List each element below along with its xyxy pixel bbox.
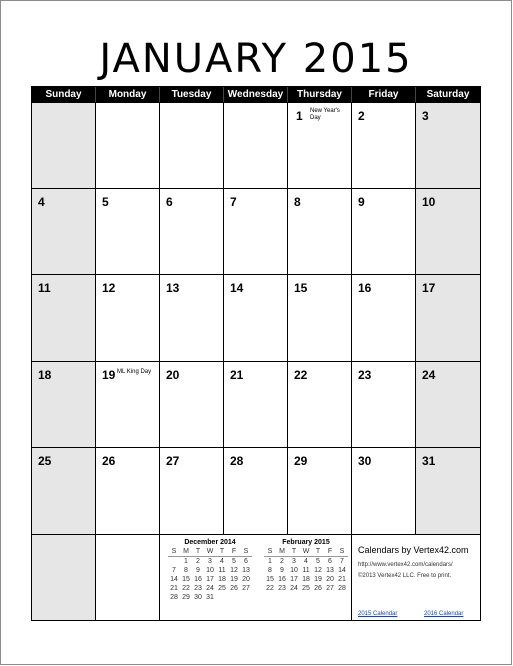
day-cell[interactable]: [288, 448, 352, 534]
mini-day: 5: [232, 558, 236, 565]
mini-day: 1: [184, 558, 188, 565]
mini-day: 24: [206, 585, 214, 592]
mini-day: 11: [218, 567, 226, 574]
day-cell[interactable]: [32, 275, 96, 361]
day-number: 8: [294, 195, 301, 209]
mini-day: 4: [220, 558, 224, 565]
weekday-monday: Monday: [96, 87, 160, 102]
mini-day: 4: [304, 558, 308, 565]
mini-head-cell: T: [195, 548, 201, 555]
footer-blank-cell: [32, 535, 96, 620]
mini-head-cell: T: [315, 548, 321, 555]
day-cell[interactable]: [96, 103, 160, 188]
mini-day: [240, 593, 252, 602]
weekday-saturday: Saturday: [426, 89, 470, 100]
day-number: 27: [166, 454, 180, 468]
day-cell[interactable]: [352, 275, 416, 361]
day-cell[interactable]: [416, 362, 480, 447]
day-cell[interactable]: [224, 275, 288, 361]
day-number: 10: [422, 195, 436, 209]
day-number: 28: [230, 454, 244, 468]
day-cell[interactable]: [160, 448, 224, 534]
mini-calendar-head: [264, 547, 348, 557]
mini-day: 14: [170, 576, 178, 583]
mini-calendar-february: [264, 539, 348, 593]
day-cell[interactable]: [288, 362, 352, 447]
mini-day: 11: [302, 567, 310, 574]
mini-day: 31: [206, 594, 214, 601]
mini-day: 14: [338, 567, 346, 574]
mini-calendars-cell: [160, 535, 352, 620]
mini-calendar-head: [168, 547, 252, 557]
mini-day: 30: [194, 594, 202, 601]
mini-day: 29: [182, 594, 190, 601]
mini-head-cell: M: [279, 548, 285, 555]
mini-day: 24: [290, 585, 298, 592]
day-cell[interactable]: [352, 448, 416, 534]
mini-day: 13: [242, 567, 250, 574]
day-number: 7: [230, 195, 237, 209]
mini-day: 8: [268, 567, 272, 574]
mini-day: 1: [268, 558, 272, 565]
mini-day: [228, 593, 240, 602]
day-cell[interactable]: [160, 103, 224, 188]
day-number: 19: [102, 368, 116, 382]
mini-day: 25: [218, 585, 226, 592]
day-number: 1: [296, 109, 303, 123]
mini-day: 3: [292, 558, 296, 565]
holiday-label: New Year's Day: [310, 108, 340, 121]
day-cell[interactable]: [416, 103, 480, 188]
day-number: 3: [422, 109, 429, 123]
day-cell[interactable]: [416, 189, 480, 274]
mini-head-cell: S: [171, 548, 177, 555]
url-text: http://www.vertex42.com/calendars/: [358, 562, 453, 568]
week-row-1: [32, 102, 480, 188]
day-cell[interactable]: [352, 189, 416, 274]
weekday-wednesday: Wednesday: [224, 87, 288, 102]
week-row-3: [32, 274, 480, 361]
holiday-label: ML King Day: [117, 369, 152, 375]
day-number: 13: [166, 281, 180, 295]
mini-head-cell: T: [291, 548, 297, 555]
mini-day: 17: [206, 576, 214, 583]
footer-row: [32, 534, 480, 620]
credits-cell: [352, 535, 480, 620]
weekday-tuesday: Tuesday: [160, 87, 224, 102]
mini-day: 23: [194, 585, 202, 592]
mini-day: 7: [172, 567, 176, 574]
calendar-grid: [31, 86, 481, 621]
mini-head-cell: S: [243, 548, 249, 555]
week-row-5: [32, 447, 480, 534]
day-number: 18: [38, 368, 52, 382]
link-2015-calendar[interactable]: 2015 Calendar: [358, 611, 398, 617]
mini-day: 3: [208, 558, 212, 565]
mini-day: 18: [218, 576, 226, 583]
day-number: 11: [38, 281, 51, 295]
mini-day: 21: [338, 576, 346, 583]
mini-day: 27: [242, 585, 250, 592]
day-number: 4: [38, 195, 45, 209]
mini-day: 16: [278, 576, 286, 583]
day-number: 12: [102, 281, 116, 295]
mini-calendar-december: [168, 539, 252, 602]
day-number: 9: [358, 195, 365, 209]
weekday-friday: Friday: [352, 87, 416, 102]
day-cell[interactable]: [224, 362, 288, 447]
mini-day: 18: [302, 576, 310, 583]
mini-calendar-title: February 2015: [282, 539, 330, 546]
mini-calendar-row: [168, 557, 252, 566]
mini-day: 5: [316, 558, 320, 565]
day-number: 2: [358, 109, 365, 123]
day-cell[interactable]: [416, 275, 480, 361]
day-cell[interactable]: [288, 103, 352, 188]
calendar-title: JANUARY 2015: [99, 36, 413, 82]
mini-day: 15: [182, 576, 190, 583]
mini-day: 17: [290, 576, 298, 583]
day-number: 20: [166, 368, 180, 382]
day-number: 14: [230, 281, 244, 295]
day-number: 17: [422, 281, 436, 295]
brand-text: Calendars by Vertex42.com: [358, 545, 469, 555]
day-number: 6: [166, 195, 173, 209]
day-cell[interactable]: [352, 103, 416, 188]
day-cell[interactable]: [32, 448, 96, 534]
mini-day: 26: [314, 585, 322, 592]
mini-head-cell: M: [183, 548, 189, 555]
day-cell[interactable]: [96, 362, 160, 447]
mini-day: 19: [314, 576, 322, 583]
day-cell[interactable]: [96, 448, 160, 534]
mini-head-cell: F: [327, 548, 333, 555]
mini-day: 23: [278, 585, 286, 592]
day-number: 29: [294, 454, 308, 468]
mini-day: 22: [182, 585, 190, 592]
mini-head-cell: S: [267, 548, 273, 555]
day-cell[interactable]: [160, 275, 224, 361]
mini-day: 8: [184, 567, 188, 574]
mini-head-cell: S: [339, 548, 345, 555]
day-number: 24: [422, 368, 436, 382]
day-cell[interactable]: [288, 189, 352, 274]
weekday-sunday: Sunday: [32, 87, 96, 102]
week-row-4: [32, 361, 480, 447]
day-cell[interactable]: [224, 103, 288, 188]
mini-day: 28: [338, 585, 346, 592]
mini-calendar-row: [168, 575, 252, 584]
mini-day: 28: [170, 594, 178, 601]
copyright-text: ©2013 Vertex42 LLC. Free to print.: [358, 573, 452, 579]
day-cell[interactable]: [32, 103, 96, 188]
day-number: 25: [38, 454, 52, 468]
mini-day: 2: [280, 558, 284, 565]
day-number: 22: [294, 368, 308, 382]
day-number: 26: [102, 454, 116, 468]
weekday-header: [32, 87, 480, 102]
mini-day: 16: [194, 576, 202, 583]
link-2016-calendar[interactable]: 2016 Calendar: [424, 611, 464, 617]
mini-calendar-row: [168, 566, 252, 575]
mini-day: 9: [280, 567, 284, 574]
mini-day: 2: [196, 558, 200, 565]
mini-day: 10: [290, 567, 298, 574]
footer-blank-cell: [96, 535, 160, 620]
mini-day: 26: [230, 585, 238, 592]
mini-day: 20: [326, 576, 334, 583]
day-number: 16: [358, 281, 372, 295]
mini-day: 25: [302, 585, 310, 592]
day-number: 15: [294, 281, 308, 295]
day-cell[interactable]: [96, 189, 160, 274]
mini-head-cell: W: [302, 548, 310, 555]
day-cell[interactable]: [224, 448, 288, 534]
mini-calendar-row: [168, 593, 252, 602]
mini-calendar-row: [264, 557, 348, 566]
mini-day: 27: [326, 585, 334, 592]
day-cell[interactable]: [96, 275, 160, 361]
day-cell[interactable]: [416, 448, 480, 534]
mini-calendar-row: [264, 575, 348, 584]
day-cell[interactable]: [32, 362, 96, 447]
mini-head-cell: W: [206, 548, 214, 555]
weekday-thursday: Thursday: [288, 87, 352, 102]
mini-day: 15: [266, 576, 274, 583]
mini-calendar-row: [168, 584, 252, 593]
mini-day: 12: [314, 567, 322, 574]
mini-day: 12: [230, 567, 238, 574]
mini-calendar-row: [264, 584, 348, 593]
mini-calendar-row: [264, 566, 348, 575]
day-number: 21: [230, 368, 244, 382]
mini-day: [168, 557, 180, 566]
mini-head-cell: T: [219, 548, 225, 555]
mini-day: 19: [230, 576, 238, 583]
day-cell[interactable]: [160, 189, 224, 274]
mini-day: 9: [196, 567, 200, 574]
day-number: 31: [422, 454, 436, 468]
mini-day: 6: [328, 558, 332, 565]
day-number: 5: [102, 195, 109, 209]
mini-day: 7: [340, 558, 344, 565]
mini-head-cell: F: [231, 548, 237, 555]
mini-day: 13: [326, 567, 334, 574]
mini-day: 6: [244, 558, 248, 565]
mini-day: 10: [206, 567, 214, 574]
day-cell[interactable]: [288, 275, 352, 361]
mini-calendar-title: December 2014: [184, 539, 236, 546]
mini-day: 21: [170, 585, 178, 592]
day-cell[interactable]: [32, 189, 96, 274]
day-cell[interactable]: [224, 189, 288, 274]
day-cell[interactable]: [160, 362, 224, 447]
day-cell[interactable]: [352, 362, 416, 447]
mini-day: 20: [242, 576, 250, 583]
day-number: 23: [358, 368, 372, 382]
mini-day: 22: [266, 585, 274, 592]
mini-day: [216, 593, 228, 602]
week-row-2: [32, 188, 480, 274]
day-number: 30: [358, 454, 372, 468]
